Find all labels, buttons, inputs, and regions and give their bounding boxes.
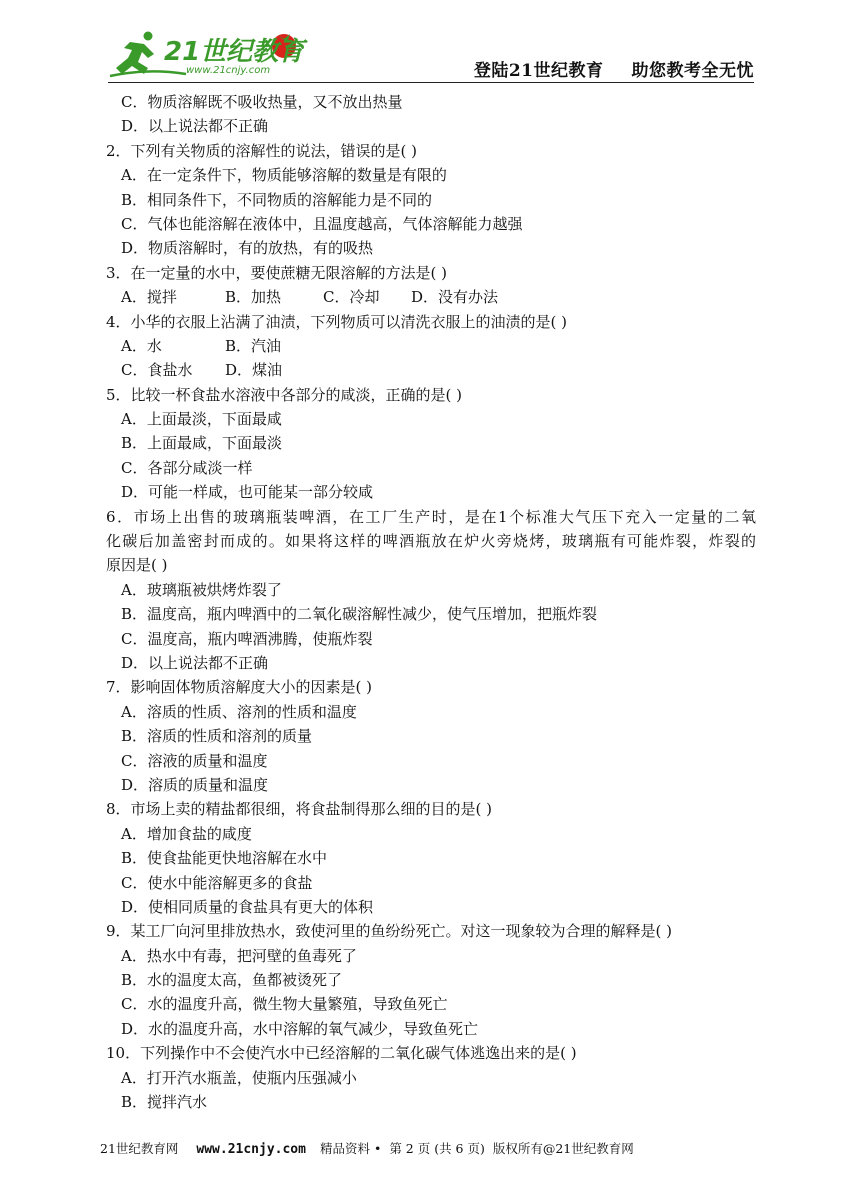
logo [108, 28, 308, 80]
question-list [106, 90, 766, 1114]
question-2 [106, 139, 766, 261]
option-c: C．冷却 [323, 288, 380, 307]
page-number: 第 2 页 (共 6 页) [389, 1141, 485, 1156]
option-a: A．搅拌 [121, 288, 177, 307]
option-b: B．温度高，瓶内啤酒中的二氧化碳溶解性减少，使气压增加，把瓶炸裂 [121, 605, 598, 624]
question-5 [106, 383, 766, 505]
option-a: A．增加食盐的咸度 [121, 824, 252, 843]
question-stem: 4．小华的衣服上沾满了油渍，下列物质可以清洗衣服上的油渍的是( ) [106, 312, 568, 331]
page-footer: 21世纪教育网 www.21cnjy.com 精品资料 • 第 2 页 (共 6 页) 版权所有@21世纪教育网 [100, 1141, 634, 1157]
option-b: B．汽油 [225, 336, 282, 355]
slogan-left: 登陆21世纪教育 [473, 61, 604, 81]
question-stem: 9．某工厂向河里排放热水，致使河里的鱼纷纷死亡。对这一现象较为合理的解释是( ) [106, 922, 673, 941]
option-b: B．加热 [225, 288, 282, 307]
option-b: B．上面最咸，下面最淡 [121, 434, 283, 453]
option-a: A．水 [121, 336, 162, 355]
question-stem: 7．影响固体物质溶解度大小的因素是( ) [106, 678, 373, 697]
question-10 [106, 1041, 766, 1114]
question-4 [106, 310, 766, 383]
option-d: D．溶质的质量和温度 [121, 775, 269, 794]
option-d: D．使相同质量的食盐具有更大的体积 [121, 897, 374, 916]
option-b: B．水的温度太高，鱼都被烫死了 [121, 971, 343, 990]
option-a: A．打开汽水瓶盖，使瓶内压强减小 [121, 1068, 357, 1087]
option-d: D．煤油 [225, 361, 283, 380]
option-b: B．搅拌汽水 [121, 1093, 208, 1112]
page-header [0, 0, 860, 86]
option-d: D．以上说法都不正确 [121, 653, 269, 672]
option-a: A．在一定条件下，物质能够溶解的数量是有限的 [121, 166, 447, 185]
option-c: C．各部分咸淡一样 [121, 458, 253, 477]
slogan-right: 助您教考全无忧 [631, 61, 754, 81]
logo-text: 21世纪教育 [164, 37, 305, 67]
question-3 [106, 261, 766, 310]
option-a: A．热水中有毒，把河壁的鱼毒死了 [121, 946, 357, 965]
question-stem: 3．在一定量的水中，要使蔗糖无限溶解的方法是( ) [106, 263, 448, 282]
option-c: C．食盐水 [121, 361, 193, 380]
header-divider [108, 82, 754, 83]
footer-label: 精品资料 [319, 1141, 370, 1156]
option-d: D．以上说法都不正确 [121, 117, 269, 136]
header-slogan [474, 56, 754, 81]
option-c: C．温度高，瓶内啤酒沸腾，使瓶炸裂 [121, 629, 373, 648]
option-d: D．水的温度升高，水中溶解的氧气减少，导致鱼死亡 [121, 1019, 479, 1038]
question-stem-line-2: 化碳后加盖密封而成的。如果将这样的啤酒瓶放在炉火旁烧烤，玻璃瓶有可能炸裂，炸裂的 [106, 532, 756, 551]
option-a: A．溶质的性质、溶剂的性质和温度 [121, 702, 357, 721]
question-1 [106, 90, 766, 139]
footer-copyright: 版权所有@21世纪教育网 [492, 1141, 634, 1156]
option-b: B．相同条件下，不同物质的溶解能力是不同的 [121, 190, 433, 209]
options-row [106, 334, 766, 358]
question-stem: 8．市场上卖的精盐都很细，将食盐制得那么细的目的是( ) [106, 800, 493, 819]
option-d: D．可能一样咸，也可能某一部分较咸 [121, 483, 374, 502]
option-d: D．物质溶解时，有的放热，有的吸热 [121, 239, 374, 258]
question-stem: 10．下列操作中不会使汽水中已经溶解的二氧化碳气体逃逸出来的是( ) [106, 1044, 577, 1063]
options-row [106, 285, 766, 309]
footer-site: 21世纪教育网 [100, 1141, 179, 1156]
question-stem: 2．下列有关物质的溶解性的说法，错误的是( ) [106, 141, 418, 160]
option-c: C．使水中能溶解更多的食盐 [121, 873, 313, 892]
question-stem-line-1: 6．市场上出售的玻璃瓶装啤酒，在工厂生产时，是在1个标准大气压下充入一定量的二氧 [106, 507, 756, 526]
option-d: D．没有办法 [411, 288, 499, 307]
question-stem: 5．比较一杯食盐水溶液中各部分的咸淡，正确的是( ) [106, 385, 463, 404]
option-a: A．上面最淡，下面最咸 [121, 410, 282, 429]
option-c: C．溶液的质量和温度 [121, 751, 268, 770]
option-b: B．使食盐能更快地溶解在水中 [121, 849, 328, 868]
footer-url[interactable]: www.21cnjy.com [196, 1142, 306, 1157]
option-c: C．水的温度升高，微生物大量繁殖，导致鱼死亡 [121, 995, 448, 1014]
option-c: C．物质溶解既不吸收热量，又不放出热量 [121, 93, 403, 111]
option-b: B．溶质的性质和溶剂的质量 [121, 727, 313, 746]
question-7 [106, 675, 766, 797]
question-6 [106, 505, 766, 676]
option-a: A．玻璃瓶被烘烤炸裂了 [121, 580, 282, 599]
question-9 [106, 919, 766, 1041]
options-row [106, 358, 766, 382]
question-8 [106, 797, 766, 919]
option-c: C．气体也能溶解在液体中，且温度越高，气体溶解能力越强 [121, 214, 523, 233]
logo-url: www.21cnjy.com [186, 65, 271, 76]
question-stem-line-3: 原因是( ) [106, 556, 168, 575]
